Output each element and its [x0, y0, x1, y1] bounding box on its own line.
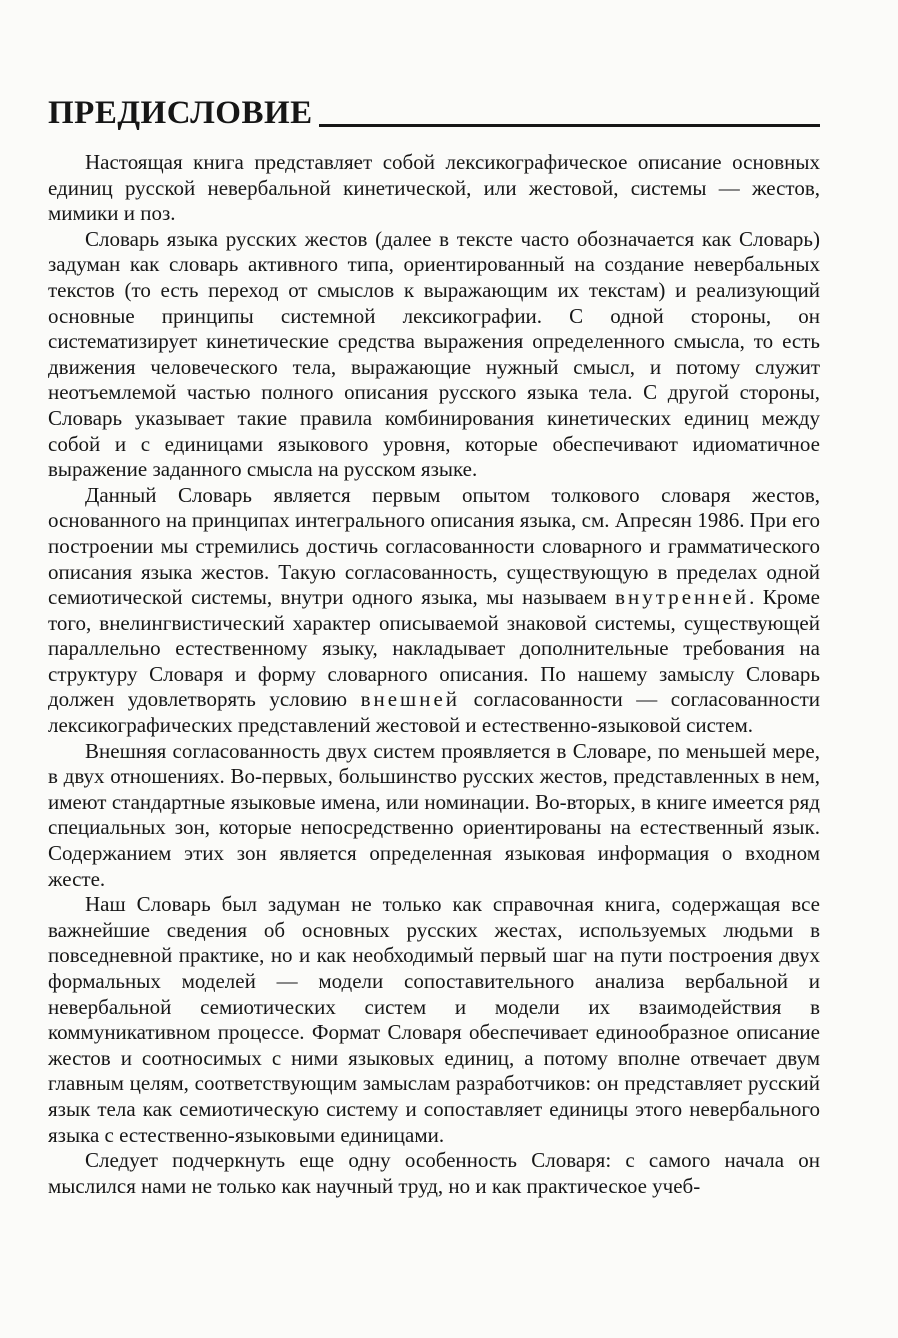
term-internal: внутренней [615, 585, 750, 610]
paragraph-3 [48, 483, 820, 739]
heading-row [48, 86, 820, 130]
paragraph-1: Настоящая книга представляет собой лексикографическое описание основных единиц русской невербальной кинетической, или жестовой, системы — жестов, мимики и поз. [48, 150, 820, 226]
paragraph-3-part-3: согласованности — согласованности лексикографических представлений жестовой и естественно-языковой систем. [48, 687, 820, 738]
term-external: внешней [360, 687, 461, 712]
paragraph-4: Внешняя согласованность двух систем проявляется в Словаре, по меньшей мере, в двух отношениях. Во-первых, большинство русских жестов, представленных в нем, имеют стандартные языковые имена, или номинации. Во-вторых, в книге имеется ряд специальных зон, которые непосредственно ориентированы на естественный язык. Содержанием этих зон является определенная языковая информация о входном жесте. [48, 738, 820, 891]
paragraph-3-part-1: Данный Словарь является первым опытом толкового словаря жестов, основанного на принципах интегрального описания языка, см. Апресян 1986. При его построении мы стремились достичь согласованности словарного и грамматического описания языка жестов. Такую согласованность, существующую в пределах одной семиотической системы, внутри одного языка, мы называем [48, 482, 820, 610]
page-body [48, 86, 820, 1199]
page-title: ПРЕДИСЛОВИЕ [48, 95, 313, 131]
paragraph-6: Следует подчеркнуть еще одну особенность Словаря: с самого начала он мыслился нами не только как научный труд, но и как практическое учеб- [48, 1148, 820, 1198]
heading-rule [319, 124, 820, 127]
paragraph-5: Наш Словарь был задуман не только как справочная книга, содержащая все важнейшие сведения об основных русских жестах, используемых людьми в повседневной практике, но и как необходимый первый шаг на пути построения двух формальных моделей — модели сопоставительного анализа вербальной и невербальной семиотических систем и модели их взаимодействия в коммуникативном процессе. Формат Словаря обеспечивает единообразное описание жестов и соотносимых с ними языковых единиц, а потому вполне отвечает двум главным целям, соответствующим замыслам разработчиков: он представляет русский язык тела как семиотическую систему и сопоставляет единицы этого невербального языка с естественно-языковыми единицами. [48, 892, 820, 1147]
paragraph-3-part-2: . Кроме того, внелингвистический характер описываемой знаковой системы, существующей параллельно естественному языку, накладывает дополнительные требования на структуру Словаря и форму словарного описания. По нашему замыслу Словарь должен удовлетворять условию [48, 585, 821, 712]
paragraph-2: Словарь языка русских жестов (далее в тексте часто обозначается как Словарь) задуман как словарь активного типа, ориентированный на создание невербальных текстов (то есть переход от смыслов к выражающим их текстам) и реализующий основные принципы системной лексикографии. С одной стороны, он систематизирует кинетические средства выражения определенного смысла, то есть движения человеческого тела, выражающие нужный смысл, и потому служит неотъемлемой частью полного описания русского языка тела. С другой стороны, Словарь указывает такие правила комбинирования кинетических единиц между собой и с единицами языкового уровня, которые обеспечивают идиоматичное выражение заданного смысла на русском языке. [48, 226, 820, 482]
